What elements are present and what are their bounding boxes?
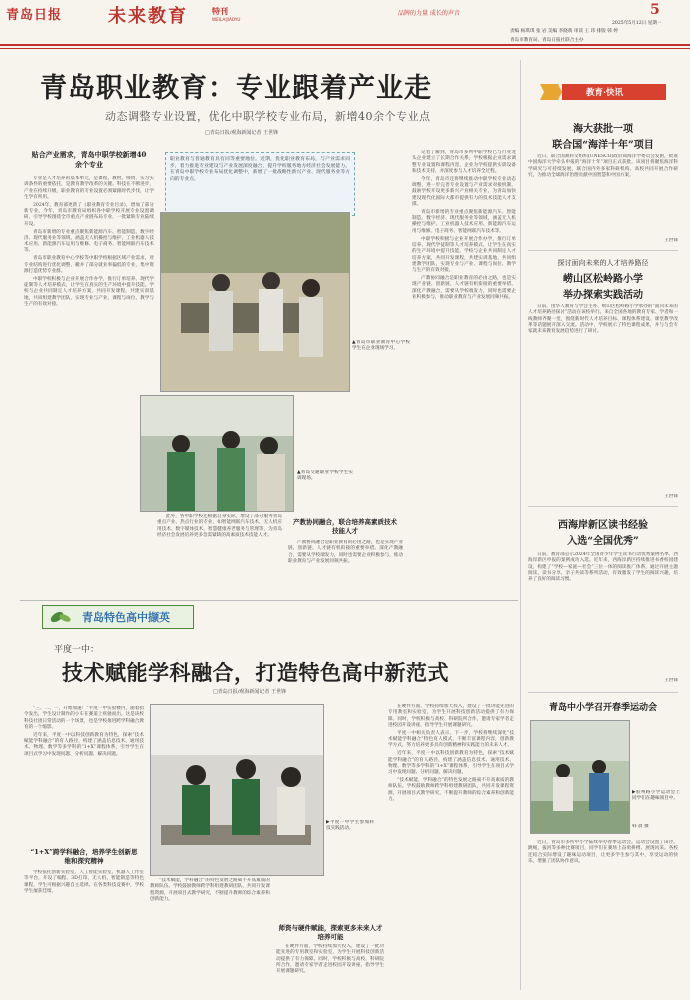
editor-credits: 责编 杨琪琪 张 岩 美编 李晓萌 审读 王 玮 排版 韩 婷 [510, 29, 618, 34]
feature-section-heading1: “1+X”跨学科融合，培养学生创新思维和探究精神 [30, 848, 138, 865]
sidebar-item2-title-line3: 举办探索实践活动 [563, 290, 643, 301]
sidebar-item3-title-line1: 西海岸新区读书经验 [558, 520, 648, 531]
lead-photo-training [140, 395, 294, 512]
sidebar-item2-text: 日前，由华人教育与学会主办、崂山区松岭路小学承办的“面向未来的人才培养路径探讨”活动在该校举行。来自全国各地的教育专家、学者和一线教师齐聚一堂，围绕新时代人才培养目标、课程体系建设、课堂教学改革等话题展开深入交流。活动中，学校展示了特色课程成果，并与与会专家就未来教育发展趋势进行了研讨。 [528, 304, 678, 335]
sidebar-item2-title-line2: 崂山区松岭路小学 [563, 274, 643, 285]
lead-section-heading: 贴合产业需求，青岛中职学校新增40余个专业 [31, 150, 147, 169]
publisher-line: 青岛市教育局、青岛日报社联合主办 [510, 38, 584, 43]
page-number: 5 [650, 2, 660, 18]
feature-section-heading2: 师资与硬件赋能，探索更多未来人才培养可能 [278, 924, 383, 941]
feature-body-col1b [24, 870, 144, 992]
sidebar-item2-title-line1: 探讨面向未来的人才培养路径 [557, 259, 649, 267]
lead-paragraph: 记者了解到，青岛市多所中职学校已与行业龙头企业建立了长期合作关系，学校根据企业需求调整专业设置和课程内容，企业为学校提供实训设备和技术支持，并深度参与人才培养全过程。 [412, 150, 516, 174]
sidebar-item1-author: 王世锋 [664, 238, 678, 243]
lead-photo2-caption: ▲青岛交通职业学校学生实训现场。 [297, 470, 353, 482]
leaf-icon [47, 607, 75, 627]
sidebar-label: 教育·快讯 [586, 88, 623, 98]
sidebar-item1-title-line1: 海大获批一项 [573, 124, 633, 135]
supplement-logo: 未来教育 [108, 6, 188, 27]
lead-body-col2 [157, 514, 282, 594]
feature-photo [150, 704, 324, 876]
dateline: 2025年5月12日 星期一 [612, 21, 662, 26]
sidebar-item3-text: 日前，教育部公示2024年全国青少年学生读书行动优秀案例名单，西海岸新区申报的案例成功入选。近年来，西海岸新区持续推进书香校园建设，构建了“学校—家庭—社会”三位一体的阅读推广体系，通过开展主题阅读、读书分享、亲子共读等系列活动，有效激发了学生的阅读兴趣，培养了良好的阅读习惯。 [528, 552, 678, 583]
sidebar-item4-text: 近日，青岛市多所中小学陆续举办春季运动会。运动会设置了田径、跳绳、拔河等多种比赛项目，同学们在赛场上奋勇拼搏、展现风采。各校还结合实际增设了趣味运动项目，让更多学生参与其中，享受运动的快乐，增强了团队协作意识。 [528, 840, 678, 864]
sidebar-item3-title-line2: 入选“全国优秀” [567, 536, 639, 547]
special-edition-pinyin: WEILAIJIAOYU [212, 17, 241, 22]
feature-photo-caption: ▶平度一中学生参加科技实践活动。 [326, 820, 374, 832]
lead-mid-heading: 产教协同融合，联合培养高素质技术技能人才 [293, 518, 397, 535]
sidebar-item2-author: 王世锋 [664, 494, 678, 499]
feature-paragraph: 在硬件方面，学校持续加大投入，建设了一批功能先进的专用教室和实验室，为学生开展科技创新活动提供了有力保障。同时，学校积极与高校、科研院所合作，邀请专家学者走进校园开设讲座、指导学生开展课题研究。 [388, 704, 514, 728]
sidebar-label-banner [540, 80, 670, 104]
feature-byline: □青岛日报/观海新闻记者 王世锋 [213, 689, 286, 695]
sidebar-item3-author: 王世锋 [664, 678, 678, 683]
feature-body-col1 [24, 706, 144, 844]
feature-paragraph: 近年来，平度一中以科技创新教育为特色，探索“技术赋能学科融合”的育人路径，构建了涵盖信息技术、通用技术、物理、数学等多学科的“1+X”课程体系，引导学生在项目式学习中发现问题、分析问题、解决问题。 [388, 751, 514, 776]
newspaper-logo: 青岛日报 [6, 8, 63, 23]
feature-photo-image [151, 705, 323, 875]
lead-paragraph: 青岛市职业教育中心学校等中职学校根据区域产业需求，对专业结构进行优化调整，撤并了部分就业率偏低的专业，集中资源打造优势专业群。 [24, 256, 154, 274]
lead-paragraph: 青岛市新增的专业重点聚焦新能源汽车、智能制造、数字经济、现代服务业等领域，涵盖无人机操控与维护、工业机器人技术应用、新能源汽车运用与维修、电子商务、智能网联汽车技术等。 [24, 229, 154, 254]
lead-body-col3 [288, 540, 403, 595]
feature-paragraph: 在硬件方面，学校持续加大投入，建设了一批功能先进的专用教室和实验室，为学生开展科技创新活动提供了有力保障。同时，学校积极与高校、科研院所合作，邀请专家学者走进校园开设讲座、指导学生开展课题研究。 [276, 944, 384, 975]
sidebar-rule [528, 250, 678, 251]
sidebar-photo-caption: ▶胶州路小学运动会上同学们在趣味项目中。 [632, 790, 680, 802]
lead-paragraph: 中职学校积极与企业开展合作办学，推行订单培养、现代学徒制等人才培养模式，让学生在真实的生产环境中提升技能。学校与企业共同制定人才培养方案，共同开发课程，共建实训基地，共同组建教学团队，实现专业与产业、课程与岗位、教学与生产的有效对接。 [412, 236, 516, 274]
lead-paragraph: 产教协同融合是职业教育的必由之路，也是实现产业链、创新链、人才链有机衔接的重要举措。深化产教融合，需要从学校端发力，同时也需要企业积极参与，推动职业教育与产业发展同频共振。 [288, 540, 403, 564]
lead-photo1-caption: ▲青岛市职业教育中心学校学生在企业现场学习。 [352, 340, 410, 352]
lead-byline: □青岛日报/观海新闻记者 王世锋 [205, 130, 278, 136]
section-divider [20, 600, 518, 601]
feature-headline: 技术赋能学科融合，打造特色高中新范式 [62, 660, 449, 685]
masthead-slogan: 品牌的力量 成长的声音 [398, 10, 460, 17]
training-photo-image [141, 396, 293, 511]
sidebar-rule [528, 506, 678, 507]
feature-paragraph: “技术赋能，学科融合”的特色发展之路离不开高素质的教师队伍。学校鼓励教师跨学科组建教研团队，共同开发课程资源，开展项目式教学研究，不断提升教师的综合素养和创新能力。 [150, 878, 270, 902]
feature-paragraph: 平度一中相关负责人表示，下一步，学校将继续深化“技术赋能学科融合”特色育人模式，不断丰富课程内容，创新教学方式，努力培养更多具有创新精神和实践能力的未来人才。 [388, 730, 514, 749]
sidebar-rule [528, 692, 678, 693]
feature-paragraph: “三、二、一，开始加速！”平度一中实验楼内，随着指令发出，学生设计制作的小车在赛道上疾驰而出。这是该校科技社团日常活动的一个场景，也是学校推进跨学科融合教育的一个缩影。 [24, 706, 144, 730]
special-edition-label: 特刊 [212, 6, 228, 16]
lead-subheadline: 动态调整专业设置，优化中职学校专业布局，新增40余个专业点 [105, 110, 431, 123]
lead-paragraph: 今年，青岛市还将继续推动中职学校专业动态调整，进一步完善专业设置与产业需求对接机制，鼓励学校开设更多新兴产业相关专业，为青岛加快建设现代化国际大都市提供有力的技术技能人才支撑。 [412, 176, 516, 207]
feature-body-col4 [388, 704, 514, 992]
lead-intro-box: 职业教育与普通教育具有同等重要地位。近期，优化职业教育布局，与产业需求同步，着力推进专业建设与产业发展深度融合，提升学校服务地方经济社会发展能力。在青岛中职学校专业布局优化调整中，新增了一批战略性新兴产业、现代服务业等方向的专业点。 [165, 152, 355, 216]
lead-paragraph: 青岛市新增的专业重点聚焦新能源汽车、智能制造、数字经济、现代服务业等领域，涵盖无人机操控与维护、工业机器人技术应用、新能源汽车运用与维修、电子商务、智能网联汽车技术等。 [412, 209, 516, 234]
feature-body-col3 [276, 944, 384, 994]
lead-paragraph: 产教协同融合是职业教育的必由之路，也是实现产业链、创新链、人才链有机衔接的重要举措。深化产教融合，需要从学校端发力，同时也需要企业积极参与，推动职业教育与产业发展同频共振。 [412, 276, 516, 300]
workshop-photo-image [161, 213, 349, 391]
section-band-label: 青岛特色高中撷英 [82, 611, 170, 624]
feature-paragraph: “技术赋能，学科融合”的特色发展之路离不开高素质的教师队伍。学校鼓励教师跨学科组建教研团队，共同开发课程资源，开展项目式教学研究，不断提升教师的综合素养和创新能力。 [388, 778, 514, 802]
lead-paragraph: 中职学校积极与企业开展合作办学，推行订单培养、现代学徒制等人才培养模式，让学生在真实的生产环境中提升技能。学校与企业共同制定人才培养方案，共同开发课程，共建实训基地，共同组建教学团队，实现专业与产业、课程与岗位、教学与生产的有效对接。 [24, 276, 154, 308]
lead-body-col1 [24, 176, 154, 586]
lead-headline: 青岛职业教育：专业跟着产业走 [40, 73, 432, 104]
feature-body-col2 [150, 878, 270, 992]
sidebar-photo-author: 韩 晨 摄 [632, 824, 649, 829]
lead-paragraph: 2024年，教育部更新了《职业教育专业目录》，增加了部分新专业。今年，青岛市教育局组织各中职学校开展专业设置调研，引导学校围绕全市重点产业链布局专业，一批紧缺专业陆续开设。 [24, 202, 154, 227]
lead-photo-workshop [160, 212, 350, 392]
feature-paragraph: 学校依托创新实验室、人工智能实验室、机器人工作室等平台，开设了编程、3D打印、无人机、智能制造等特色课程，学生可根据兴趣自主选择。在各类科技竞赛中，学校学生屡获佳绩。 [24, 870, 144, 894]
masthead-rule-thin [0, 48, 690, 49]
lead-paragraph: 此外，各中职学校还根据自身实际，增设了部分服务青岛重点产业、热点行业的专业，如智能网联汽车技术、无人机应用技术、数字媒体技术、智慧健康养老服务与管理等，为青岛经济社会发展培养更多急需紧缺的高素质技术技能人才。 [157, 514, 282, 538]
sidebar-item4-title: 青岛中小学召开春季运动会 [548, 703, 657, 713]
lead-paragraph: 专业是人才培养的基本单元，是课程、教材、师资、实习实训条件的重要依托，是教育教学改革的关键。科技在不断进步，产业在持续升级，职业教育的专业设置必须紧跟时代步伐，让学生学有所用。 [24, 176, 154, 200]
feature-paragraph: 近年来，平度一中以科技创新教育为特色，探索“技术赋能学科融合”的育人路径，构建了涵盖信息技术、通用技术、物理、数学等多学科的“1+X”课程体系，引导学生在项目式学习中发现问题、分析问题、解决问题。 [24, 732, 144, 757]
sidebar-divider [520, 60, 521, 990]
sidebar-sports-photo [530, 720, 630, 834]
sports-photo-image [531, 721, 629, 833]
sidebar-item1-title-line2: 联合国“海洋十年”项目 [552, 140, 654, 151]
lead-body-col4 [412, 150, 516, 595]
sidebar-item1-text: 近日，联合国教科文组织(UNESCO)政府间海洋学委员会发函，批准中国海洋大学牵头申报的“海洋十年”项目正式获批。该项目将聚焦海洋科学研究与可持续发展，联合国内外多家科研机构、高校共同开展合作研究，为推动全球海洋治理贡献中国智慧和中国方案。 [528, 154, 678, 178]
feature-pretitle: 平度一中： [54, 645, 100, 655]
masthead-rule [0, 44, 690, 46]
